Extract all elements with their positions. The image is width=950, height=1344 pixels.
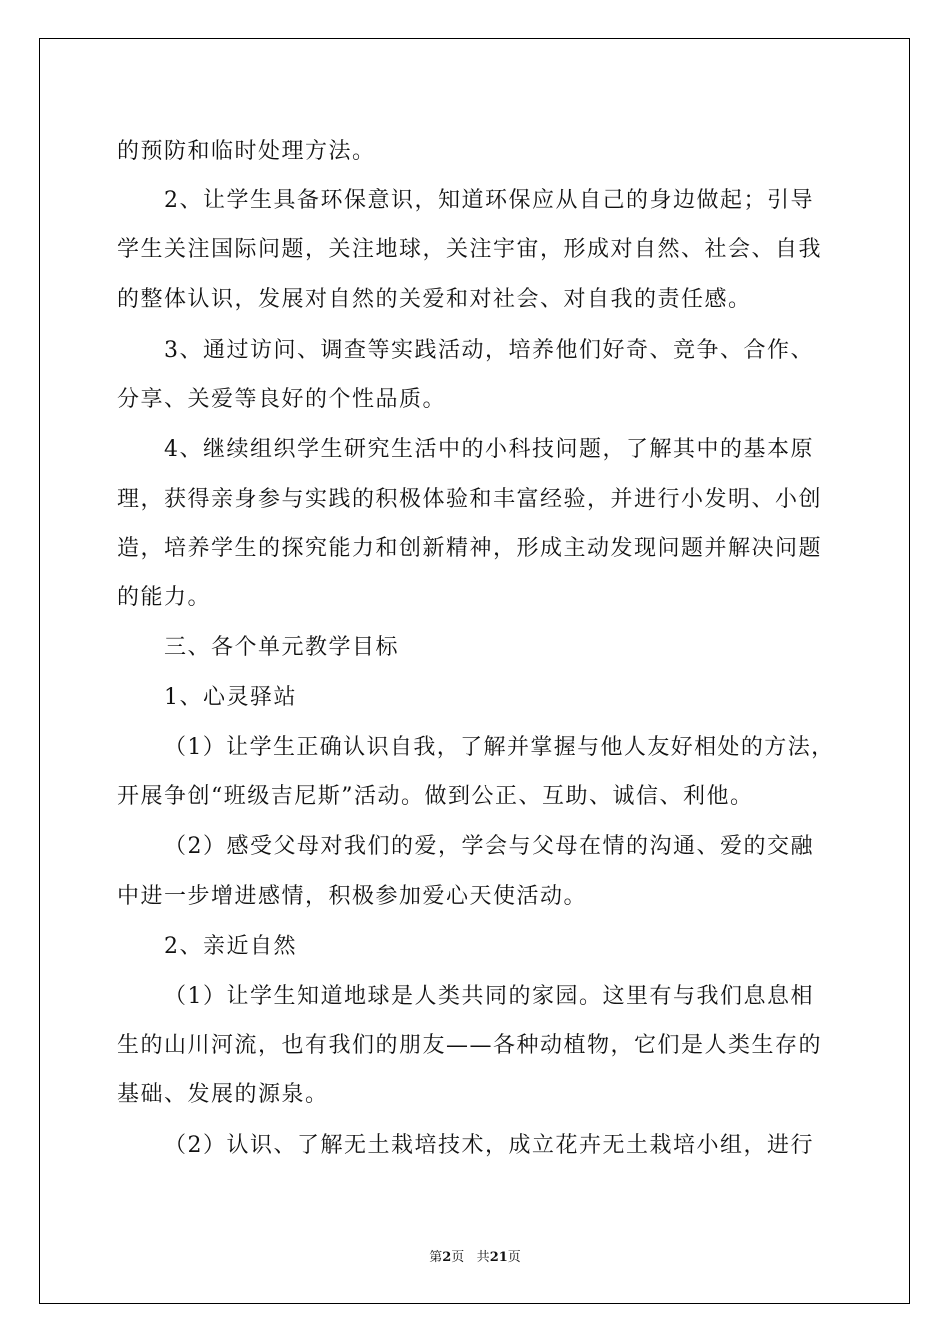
text-line: 学生关注国际问题，关注地球，关注宇宙，形成对自然、社会、自我 <box>117 237 823 262</box>
text-line: 1、心灵驿站 <box>164 685 297 710</box>
text-line: 生的山川河流，也有我们的朋友——各种动植物，它们是人类生存的 <box>117 1033 823 1058</box>
text-line: 的预防和临时处理方法。 <box>117 139 376 164</box>
text-line: 中进一步增进感情，积极参加爱心天使活动。 <box>117 884 588 909</box>
text-line: 的整体认识，发展对自然的关爱和对社会、对自我的责任感。 <box>117 287 752 312</box>
text-line: 的能力。 <box>117 585 212 610</box>
text-line: 2、亲近自然 <box>164 934 297 959</box>
footer-page-number: 2 <box>442 1250 452 1265</box>
text-line: 开展争创“班级吉尼斯”活动。做到公正、互助、诚信、利他。 <box>117 784 754 809</box>
footer-total-suffix: 页 <box>507 1250 521 1265</box>
footer-page-prefix: 第 <box>429 1250 443 1265</box>
text-line: （1）让学生知道地球是人类共同的家园。这里有与我们息息相 <box>164 984 814 1009</box>
text-line: 分享、关爱等良好的个性品质。 <box>117 387 447 412</box>
footer-total-number: 21 <box>489 1250 508 1265</box>
text-line: 2、让学生具备环保意识，知道环保应从自己的身边做起；引导 <box>164 188 814 213</box>
page-border <box>39 38 910 1304</box>
text-line: （2）认识、了解无土栽培技术，成立花卉无土栽培小组，进行 <box>164 1133 814 1158</box>
text-line: 基础、发展的源泉。 <box>117 1082 329 1107</box>
text-line: 造，培养学生的探究能力和创新精神，形成主动发现问题并解决问题 <box>117 536 823 561</box>
page-footer <box>0 1246 950 1265</box>
text-line: 三、各个单元教学目标 <box>164 635 400 660</box>
text-line: （2）感受父母对我们的爱，学会与父母在情的沟通、爱的交融 <box>164 834 814 859</box>
text-line: （1）让学生正确认识自我，了解并掌握与他人友好相处的方法， <box>164 735 835 760</box>
footer-page-suffix: 页 <box>451 1250 465 1265</box>
text-line: 3、通过访问、调查等实践活动，培养他们好奇、竞争、合作、 <box>164 338 814 363</box>
text-line: 4、继续组织学生研究生活中的小科技问题，了解其中的基本原 <box>164 437 814 462</box>
text-line: 理，获得亲身参与实践的积极体验和丰富经验，并进行小发明、小创 <box>117 487 823 512</box>
footer-total-prefix: 共 <box>476 1250 490 1265</box>
